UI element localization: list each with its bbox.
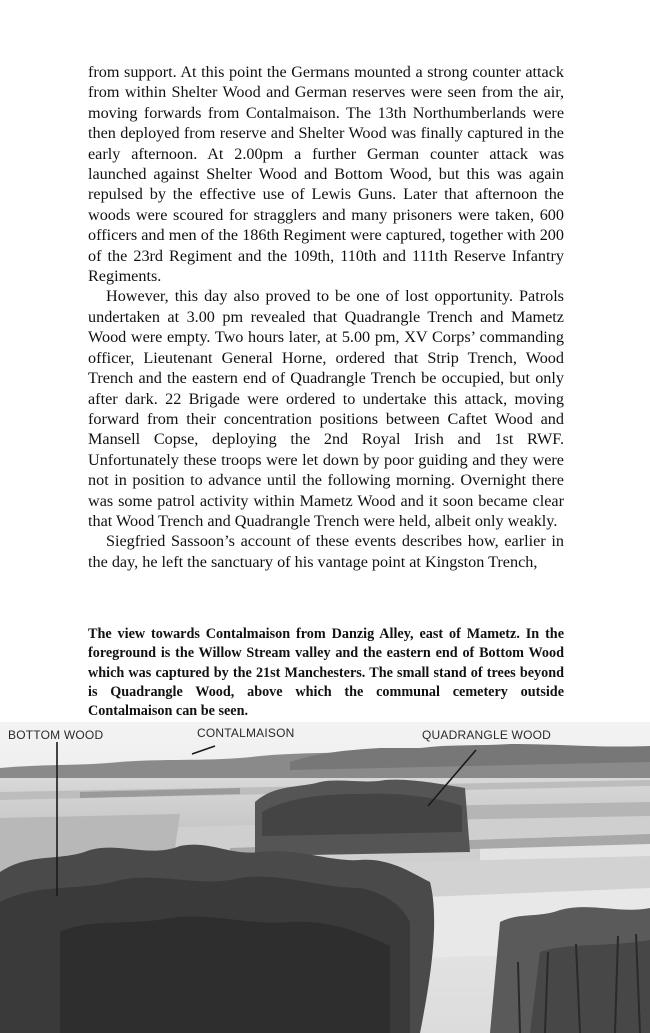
paragraph-2: However, this day also proved to be one of lost opportunity. Patrols undertaken at 3.00 pm revealed that Quadrangle Trench and Mametz Wood were empty. Two hours later, at 5.00 pm, XV Corps’ commanding officer, Lieutenant General Horne, ordered that Strip Trench, Wood Trench and the eastern end of Quadrangle Trench be occupied, but only after dark. 22 Brigade were ordered to undertake this attack, moving forward from their concentration positions between Caftet Wood and Mansell Copse, deploying the 2nd Royal Irish and 1st RWF. Unfortunately these troops were let down by poor guiding and they were not in position to advance until the following morning. Overnight there was some patrol activity within Mametz Wood and it soon became clear that Wood Trench and Quadrangle Trench were held, albeit only weakly.	[88, 287, 564, 530]
label-bottom-wood: BOTTOM WOOD	[8, 728, 104, 742]
label-contalmaison: CONTALMAISON	[197, 726, 295, 740]
body-text	[88, 62, 564, 572]
paragraph-1: from support. At this point the Germans mounted a strong counter attack from within Shelter Wood and German reserves were seen from the air, moving forwards from Contalmaison. The 13th Northumberlands were then deployed from reserve and Shelter Wood was finally captured in the early afternoon. At 2.00pm a further German counter attack was launched against Shelter Wood and Bottom Wood, but this was again repulsed by the effective use of Lewis Guns. Later that afternoon the woods were scoured for stragglers and many prisoners were taken, 600 officers and men of the 186th Regiment were captured, together with 200 of the 23rd Regiment and the 109th, 110th and 111th Reserve Infantry Regiments.	[88, 63, 564, 286]
photo-caption: The view towards Contalmaison from Danzig Alley, east of Mametz. In the foreground is the Willow Stream valley and the eastern end of Bottom Wood which was captured by the 21st Manchesters. The small stand of trees beyond is Quadrangle Wood, above which the communal cemetery outside Contalmaison can be seen.	[88, 626, 564, 720]
landscape-illustration	[0, 722, 650, 1033]
paragraph-3: Siegfried Sassoon’s account of these events describes how, earlier in the day, he left the sanctuary of his vantage point at Kingston Trench,	[88, 532, 564, 571]
landscape-photo	[0, 722, 650, 1033]
label-quadrangle-wood: QUADRANGLE WOOD	[422, 728, 552, 742]
